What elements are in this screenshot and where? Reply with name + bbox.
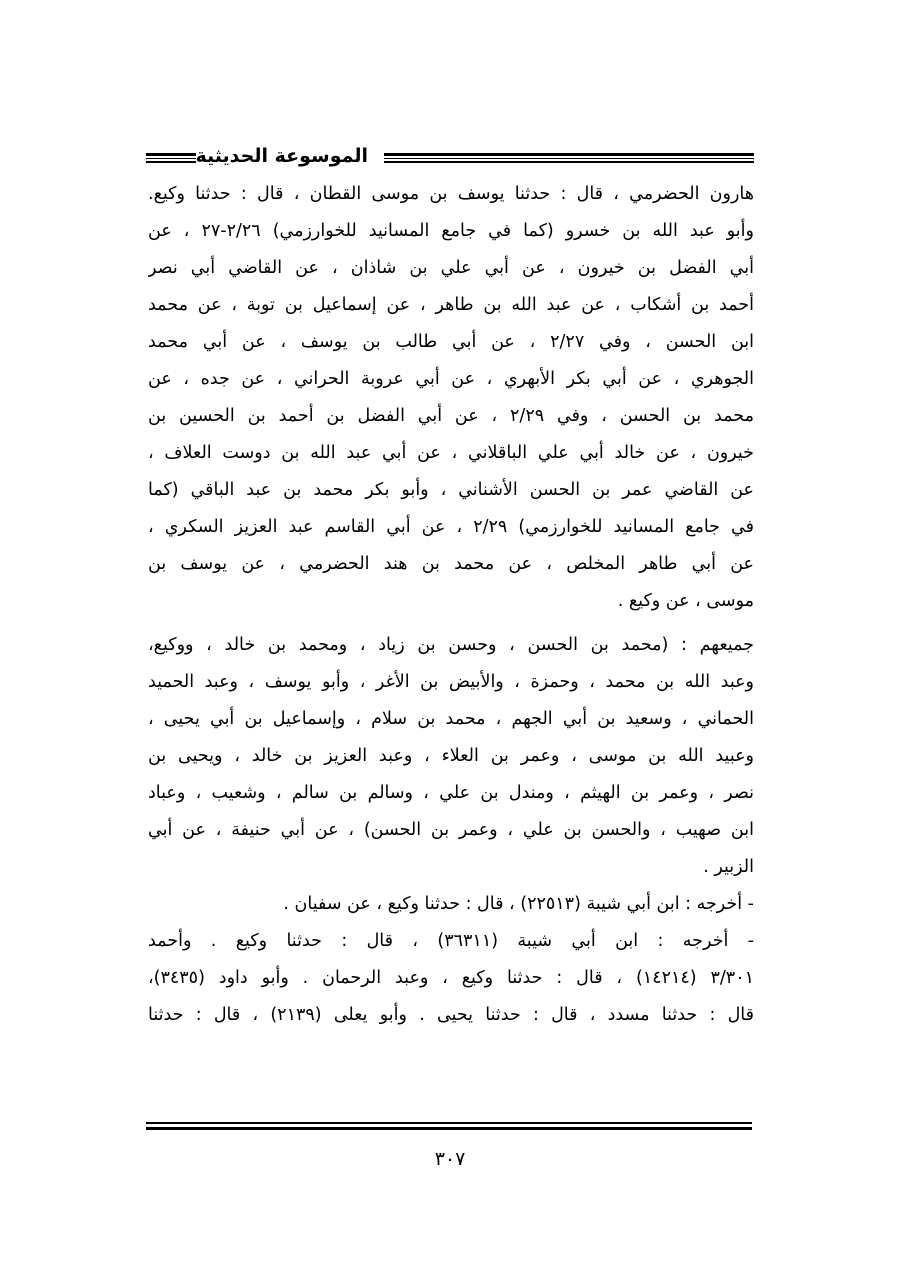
text-line: نصر ، وعمر بن الهيثم ، ومندل بن علي ، وسالم بن سالم ، وشعيب ، وعباد xyxy=(148,783,754,803)
header-rule-right-thin xyxy=(384,158,754,159)
text-line: - أخرجه : ابن أبي شيبة (٢٢٥١٣) ، قال : حدثنا وكيع ، عن سفيان . xyxy=(283,894,754,914)
text-line: عن القاضي عمر بن الحسن الأشناني ، وأبو بكر محمد بن عبد الباقي (كما xyxy=(148,480,754,500)
text-line: موسى ، عن وكيع . xyxy=(617,591,754,611)
text-line: وأبو عبد الله بن خسرو (كما في جامع المسانيد للخوارزمي) ٢/٢٦-٢٧ ، عن xyxy=(148,221,754,241)
text-line: هارون الحضرمي ، قال : حدثنا يوسف بن موسى القطان ، قال : حدثنا وكيع. xyxy=(148,184,754,204)
text-line: ٣/٣٠١ (١٤٢١٤) ، قال : حدثنا وكيع ، وعبد الرحمان . وأبو داود (٣٤٣٥)، xyxy=(148,968,754,988)
footer-rule-thin xyxy=(146,1122,752,1124)
footer-rule-thick xyxy=(146,1127,752,1130)
text-line: خيرون ، عن خالد أبي علي الباقلاني ، عن أبي عبد الله بن دوست العلاف ، xyxy=(148,443,754,463)
text-line: أحمد بن أشكاب ، عن عبد الله بن طاهر ، عن إسماعيل بن توبة ، عن محمد xyxy=(148,295,754,315)
header-rule-right-lower xyxy=(384,161,754,163)
text-line: الزبير . xyxy=(703,857,754,877)
header-title: الموسوعة الحديثية xyxy=(195,145,368,167)
text-line: جميعهم : (محمد بن الحسن ، وحسن بن زياد ، ومحمد بن خالد ، ووكيع، xyxy=(148,635,754,655)
body-text xyxy=(148,176,754,1034)
header-rule-left-lower xyxy=(146,161,196,163)
text-line: الجوهري ، عن أبي بكر الأبهري ، عن أبي عروبة الحراني ، عن جده ، عن xyxy=(148,369,754,389)
text-line: ابن صهيب ، والحسن بن علي ، وعمر بن الحسن) ، عن أبي حنيفة ، عن أبي xyxy=(148,820,754,840)
header-rule-right xyxy=(384,153,754,156)
text-line: قال : حدثنا مسدد ، قال : حدثنا يحيى . وأبو يعلى (٢١٣٩) ، قال : حدثنا xyxy=(148,1005,754,1025)
text-line: أبي الفضل بن خيرون ، عن أبي علي بن شاذان ، عن القاضي أبي نصر xyxy=(148,258,754,278)
footer-rule xyxy=(146,1122,752,1134)
text-line: الحماني ، وسعيد بن أبي الجهم ، محمد بن سلام ، وإسماعيل بن أبي يحيى ، xyxy=(148,709,754,729)
header-rule-left-thin xyxy=(146,158,196,159)
text-line: ابن الحسن ، وفي ٢/٢٧ ، عن أبي طالب بن يوسف ، عن أبي محمد xyxy=(148,332,754,352)
text-line: محمد بن الحسن ، وفي ٢/٢٩ ، عن أبي الفضل بن أحمد بن الحسين بن xyxy=(148,406,754,426)
text-line: عن أبي طاهر المخلص ، عن محمد بن هند الحضرمي ، عن يوسف بن xyxy=(148,554,754,574)
page-number: ٣٠٧ xyxy=(434,1148,466,1170)
running-header xyxy=(146,138,754,174)
text-line: وعبيد الله بن موسى ، وعمر بن العلاء ، وعبد العزيز بن خالد ، ويحيى بن xyxy=(148,746,754,766)
text-line: وعبد الله بن محمد ، وحمزة ، والأبيض بن الأغر ، وأبو يوسف ، وعبد الحميد xyxy=(148,672,754,692)
text-line: في جامع المسانيد للخوارزمي) ٢/٢٩ ، عن أبي القاسم عبد العزيز السكري ، xyxy=(148,517,754,537)
text-line: - أخرجه : ابن أبي شيبة (٣٦٣١١) ، قال : حدثنا وكيع . وأحمد xyxy=(148,931,754,951)
header-rule-left xyxy=(146,153,196,156)
